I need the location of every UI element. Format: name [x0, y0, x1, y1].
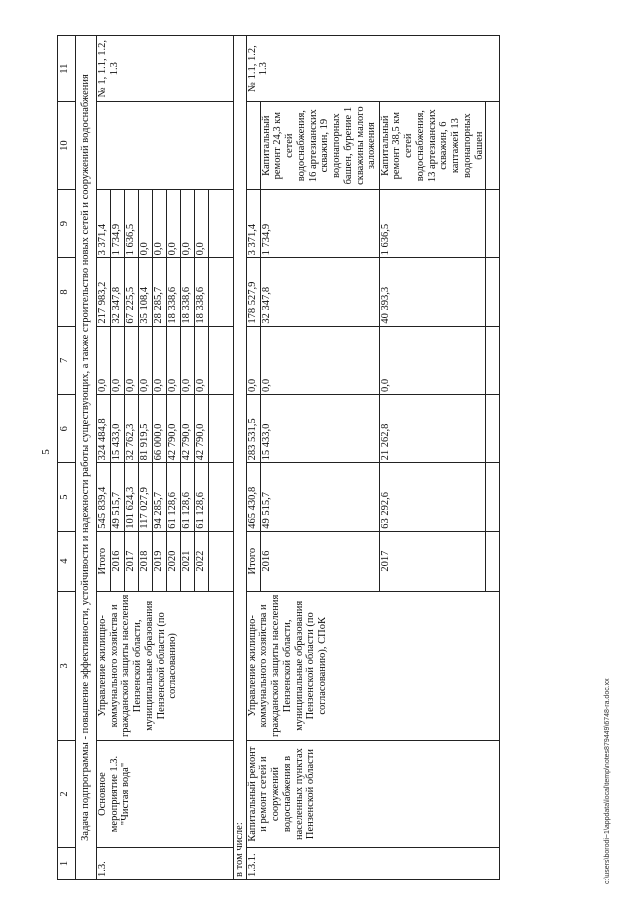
value-cell: 35 108,4	[138, 258, 152, 326]
col-number: 11	[58, 36, 76, 102]
value-cell: 61 128,6	[194, 463, 208, 531]
value-cell: 42 790,0	[194, 395, 208, 463]
col-number: 1	[58, 847, 76, 879]
including-label: в том числе:	[233, 36, 246, 880]
col-number: 7	[58, 326, 76, 394]
year-cell: 2017	[124, 531, 138, 591]
value-cell: 324 484,8	[96, 395, 110, 463]
value-cell: 3 371,4	[246, 189, 260, 257]
task-title-row	[76, 36, 97, 880]
value-cell: 101 624,3	[124, 463, 138, 531]
value-cell: 0,0	[246, 326, 260, 394]
value-cell: 15 433,0	[110, 395, 124, 463]
row-number: 1.3.	[96, 847, 233, 879]
indicator-cell: № 1, 1.1, 1.2, 1.3	[96, 36, 233, 102]
footer-file-path: c:\users\borodi~1\appdata\local\temp\notes879449\6748-ra.doc.xx	[604, 678, 611, 884]
empty-cell	[208, 189, 233, 257]
value-cell: 63 292,6	[379, 463, 486, 531]
value-cell: 42 790,0	[166, 395, 180, 463]
column-number-row	[58, 36, 76, 880]
value-cell: 32 347,8	[260, 258, 379, 326]
value-cell: 0,0	[110, 326, 124, 394]
col-number: 6	[58, 395, 76, 463]
value-cell: 283 531,5	[246, 395, 260, 463]
value-cell: 21 262,8	[379, 395, 486, 463]
empty-cell	[486, 326, 500, 394]
col-number: 2	[58, 741, 76, 848]
value-cell: 0,0	[124, 326, 138, 394]
value-cell: 18 338,6	[166, 258, 180, 326]
year-cell: 2019	[152, 531, 166, 591]
value-cell: 0,0	[194, 326, 208, 394]
event-executor: Управление жилищно-коммунального хозяйства и гражданской защиты населения Пензенской области, муниципальные образования Пензенской области (по согласованию)	[96, 591, 233, 741]
value-cell: 28 285,7	[152, 258, 166, 326]
empty-cell	[486, 189, 500, 257]
page-number: 5	[40, 449, 52, 455]
year-cell: 2018	[138, 531, 152, 591]
col-number: 9	[58, 189, 76, 257]
value-cell: 0,0	[96, 326, 110, 394]
empty-cell	[208, 395, 233, 463]
col-number: 8	[58, 258, 76, 326]
table-row	[246, 36, 260, 880]
value-cell: 0,0	[180, 189, 194, 257]
value-cell: 545 839,4	[96, 463, 110, 531]
col-number: 5	[58, 463, 76, 531]
event-name: Основное мероприятие 1.3. "Чистая вода"	[96, 741, 233, 848]
rotated-table-container	[57, 35, 602, 880]
year-cell: 2017	[379, 531, 486, 591]
indicator-cell: № 1.1, 1.2, 1.3	[246, 36, 500, 102]
year-cell: 2016	[260, 531, 379, 591]
value-cell: 94 285,7	[152, 463, 166, 531]
value-cell: 32 347,8	[110, 258, 124, 326]
value-cell: 18 338,6	[180, 258, 194, 326]
value-cell: 15 433,0	[260, 395, 379, 463]
value-cell: 0,0	[379, 326, 486, 394]
value-cell: 42 790,0	[180, 395, 194, 463]
event-executor: Управление жилищно-коммунального хозяйства и гражданской защиты населения Пензенской области, муниципальные образования Пензенской области (по согласованию), СПоК	[246, 591, 500, 741]
value-cell: 1 734,9	[260, 189, 379, 257]
empty-cell	[208, 326, 233, 394]
year-cell: Итого	[246, 531, 260, 591]
year-cell: 2020	[166, 531, 180, 591]
value-cell: 0,0	[138, 189, 152, 257]
value-cell: 0,0	[166, 326, 180, 394]
event-name: Капитальный ремонт и ремонт сетей и сооружений водоснабжения в населенных пунктах Пензенской области	[246, 741, 500, 848]
value-cell: 61 128,6	[166, 463, 180, 531]
year-cell: 2022	[194, 531, 208, 591]
year-cell: 2016	[110, 531, 124, 591]
col-number: 3	[58, 591, 76, 741]
value-cell: 0,0	[166, 189, 180, 257]
year-cell: Итого	[96, 531, 110, 591]
value-cell: 3 371,4	[96, 189, 110, 257]
result-cell	[96, 102, 233, 190]
value-cell: 67 225,5	[124, 258, 138, 326]
year-cell: 2021	[180, 531, 194, 591]
value-cell: 1 734,9	[110, 189, 124, 257]
empty-cell	[208, 531, 233, 591]
value-cell: 0,0	[138, 326, 152, 394]
value-cell: 217 983,2	[96, 258, 110, 326]
empty-cell	[486, 102, 500, 190]
value-cell: 178 527,9	[246, 258, 260, 326]
empty-cell	[208, 463, 233, 531]
result-cell	[246, 102, 260, 190]
value-cell: 0,0	[260, 326, 379, 394]
value-cell: 61 128,6	[180, 463, 194, 531]
empty-cell	[486, 395, 500, 463]
empty-cell	[486, 531, 500, 591]
row-number: 1.3.1.	[246, 847, 500, 879]
empty-cell	[486, 463, 500, 531]
table-row	[96, 36, 110, 880]
col-number: 4	[58, 531, 76, 591]
program-table	[57, 35, 500, 880]
value-cell: 18 338,6	[194, 258, 208, 326]
value-cell: 81 919,5	[138, 395, 152, 463]
value-cell: 1 636,5	[124, 189, 138, 257]
empty-cell	[486, 258, 500, 326]
value-cell: 32 762,3	[124, 395, 138, 463]
value-cell: 1 636,5	[379, 189, 486, 257]
value-cell: 0,0	[152, 189, 166, 257]
empty-cell	[208, 258, 233, 326]
result-cell: Капитальный ремонт 38,5 км сетей водоснабжения, 13 артезианских скважин, 6 каптажей 13 водонапорных башен	[379, 102, 486, 190]
value-cell: 465 430,8	[246, 463, 260, 531]
value-cell: 0,0	[152, 326, 166, 394]
including-row	[233, 36, 246, 880]
result-cell: Капитальный ремонт 24,3 км сетей водоснабжения, 16 артезианских скважин, 19 водонапорных башен, бурение 1 скважины малого заложения	[260, 102, 379, 190]
value-cell: 66 000,0	[152, 395, 166, 463]
value-cell: 49 515,7	[260, 463, 379, 531]
value-cell: 0,0	[180, 326, 194, 394]
task-title: Задача подпрограммы - повышение эффективности, устойчивости и надежности работы существующих, а также строительство новых сетей и сооружений водоснабжения	[76, 36, 97, 880]
value-cell: 49 515,7	[110, 463, 124, 531]
col-number: 10	[58, 102, 76, 190]
value-cell: 40 393,3	[379, 258, 486, 326]
value-cell: 117 027,9	[138, 463, 152, 531]
value-cell: 0,0	[194, 189, 208, 257]
